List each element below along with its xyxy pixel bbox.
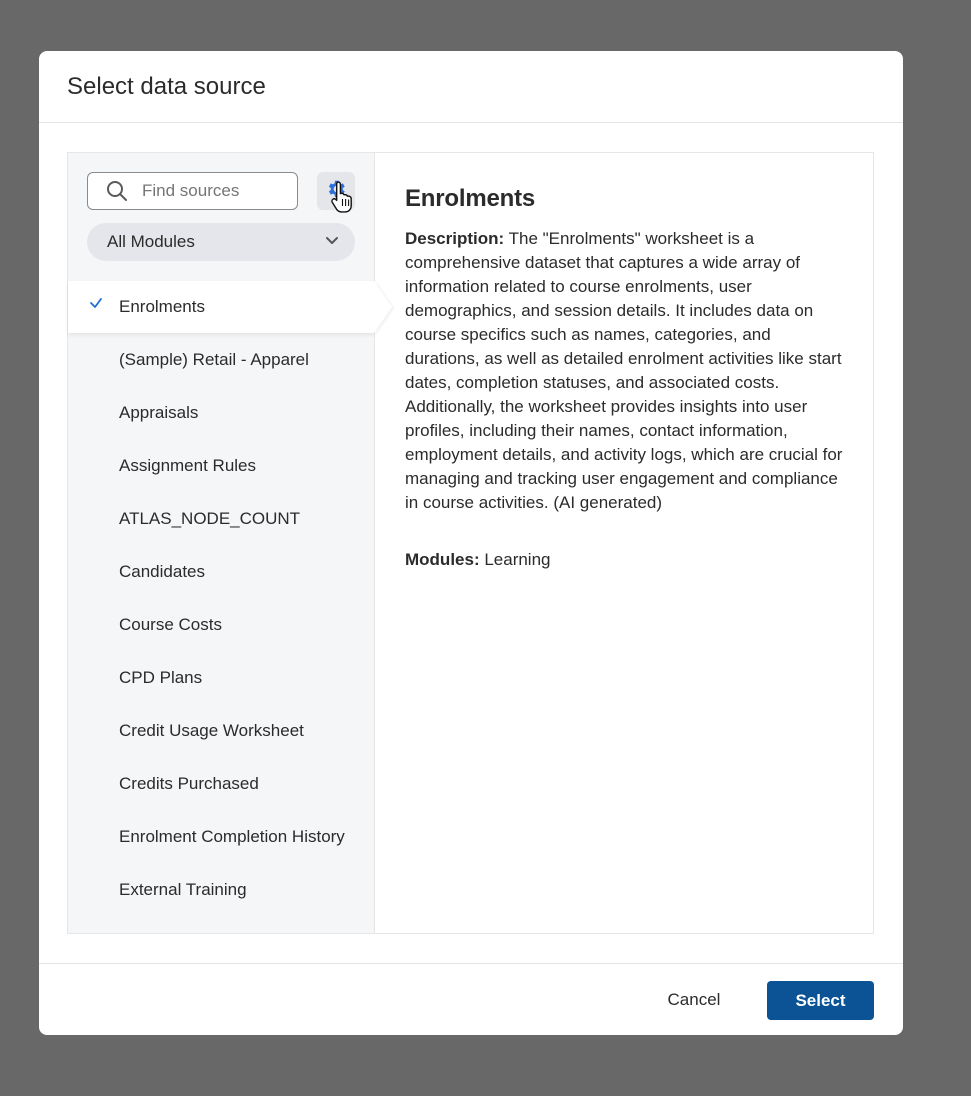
search-row bbox=[87, 172, 355, 210]
search-icon bbox=[106, 180, 128, 202]
chevron-down-icon bbox=[325, 233, 339, 251]
source-item-candidates[interactable] bbox=[68, 545, 374, 598]
source-item-assignment-rules[interactable] bbox=[68, 439, 374, 492]
search-input[interactable] bbox=[142, 181, 282, 201]
source-item-label: External Training bbox=[119, 879, 247, 899]
source-item-sample-retail-apparel[interactable] bbox=[68, 333, 374, 386]
source-item-credits-purchased[interactable] bbox=[68, 757, 374, 810]
source-item-cpd-plans[interactable] bbox=[68, 651, 374, 704]
hand-cursor-icon bbox=[330, 180, 356, 216]
source-item-appraisals[interactable] bbox=[68, 386, 374, 439]
modules-label: Modules: bbox=[405, 550, 480, 569]
detail-title: Enrolments bbox=[405, 185, 536, 212]
search-box[interactable] bbox=[87, 172, 298, 210]
cancel-button[interactable]: Cancel bbox=[659, 981, 729, 1019]
description-label: Description: bbox=[405, 229, 505, 248]
dialog-footer bbox=[39, 963, 903, 1035]
source-item-label: Candidates bbox=[119, 561, 206, 581]
source-detail-pane bbox=[375, 153, 873, 933]
select-button[interactable]: Select bbox=[767, 981, 874, 1020]
module-filter-select[interactable] bbox=[87, 223, 355, 261]
detail-modules bbox=[405, 548, 843, 572]
dialog-body bbox=[67, 152, 874, 934]
source-item-atlas-node-count[interactable] bbox=[68, 492, 374, 545]
modules-value: Learning bbox=[479, 550, 551, 569]
source-item-label: ATLAS_NODE_COUNT bbox=[119, 508, 301, 528]
source-list-pane bbox=[68, 153, 375, 933]
source-list bbox=[68, 281, 374, 916]
dialog-title: Select data source bbox=[67, 72, 266, 100]
source-item-enrolments[interactable] bbox=[68, 281, 374, 333]
module-filter-value: All Modules bbox=[107, 232, 195, 251]
source-item-label: Enrolment Completion History bbox=[119, 826, 345, 846]
source-item-label: Course Costs bbox=[119, 614, 222, 634]
source-item-label: Enrolments bbox=[119, 297, 205, 316]
source-item-course-costs[interactable] bbox=[68, 598, 374, 651]
detail-description bbox=[405, 227, 843, 515]
description-text: The "Enrolments" worksheet is a comprehensive dataset that captures a wide array of information related to course enrolments, user demographics, and session details. It includes data on course specifics such as names, categories, and durations, as well as detailed enrolment activities like start dates, completion statuses, and associated costs. Additionally, the worksheet provides insights into user profiles, including their names, contact information, employment details, and activity logs, which are crucial for managing and tracking user engagement and compliance in course activities. (AI generated) bbox=[405, 229, 843, 512]
source-item-label: Credit Usage Worksheet bbox=[119, 720, 304, 740]
source-item-credit-usage-worksheet[interactable] bbox=[68, 704, 374, 757]
select-data-source-dialog bbox=[39, 51, 903, 1035]
source-item-external-training[interactable] bbox=[68, 863, 374, 916]
source-item-enrolment-completion-history[interactable] bbox=[68, 810, 374, 863]
source-item-label: Appraisals bbox=[119, 402, 199, 422]
source-item-label: Credits Purchased bbox=[119, 773, 259, 793]
source-item-label: Assignment Rules bbox=[119, 455, 257, 475]
dialog-header bbox=[39, 51, 903, 123]
check-icon bbox=[89, 295, 103, 309]
source-item-label: CPD Plans bbox=[119, 667, 203, 687]
source-item-label: (Sample) Retail - Apparel bbox=[119, 349, 309, 369]
